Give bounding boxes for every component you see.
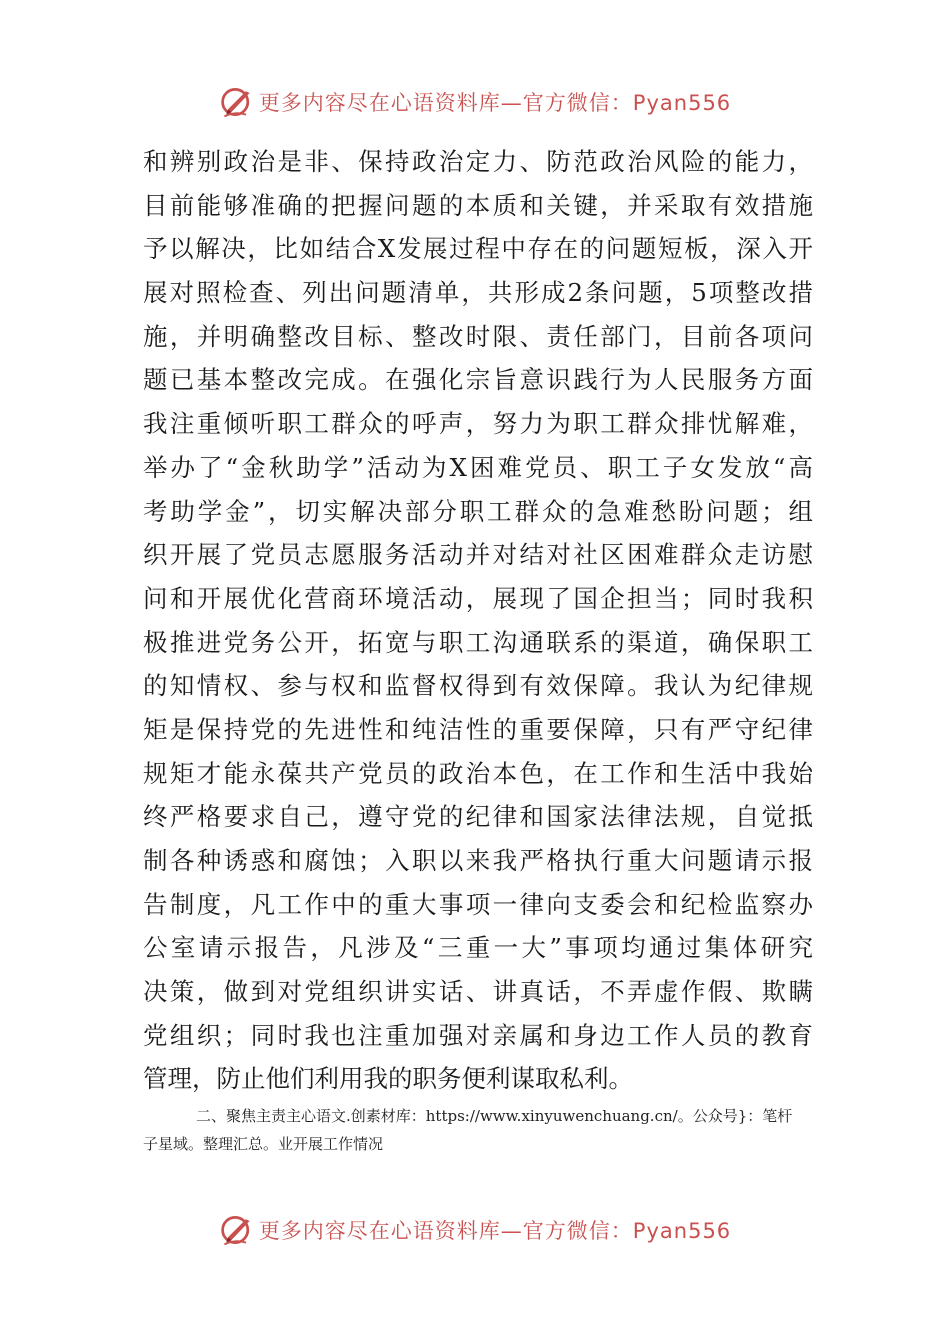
body-line: 问和开展优化营商环境活动，展现了国企担当；同时我积 bbox=[143, 583, 813, 613]
body-line: 决策，做到对党组织讲实话、讲真话，不弄虚作假、欺瞒 bbox=[143, 977, 813, 1007]
body-line: 考助学金”，切实解决部分职工群众的急难愁盼问题；组 bbox=[143, 496, 813, 526]
footer-banner-text: 更多内容尽在心语资料库—官方微信：Pyan556 bbox=[258, 1219, 732, 1243]
pen-logo-icon bbox=[219, 1212, 255, 1248]
section-heading bbox=[143, 1102, 813, 1158]
body-line: 目前能够准确的把握问题的本质和关键，并采取有效措施 bbox=[143, 190, 813, 220]
header-banner-text: 更多内容尽在心语资料库—官方微信：Pyan556 bbox=[258, 91, 732, 115]
body-line: 规矩才能永葆共产党员的政治本色，在工作和生活中我始 bbox=[143, 758, 813, 788]
body-line: 和辨别政治是非、保持政治定力、防范政治风险的能力， bbox=[143, 147, 813, 176]
pen-logo-icon bbox=[219, 84, 255, 120]
body-line: 予以解决，比如结合X发展过程中存在的问题短板，深入开 bbox=[143, 234, 813, 264]
body-line: 制各种诱惑和腐蚀；入职以来我严格执行重大问题请示报 bbox=[143, 846, 813, 875]
body-line: 公室请示报告，凡涉及“三重一大”事项均通过集体研究 bbox=[143, 933, 813, 963]
header-banner bbox=[0, 82, 950, 122]
body-line: 告制度，凡工作中的重大事项一律向支委会和纪检监察办 bbox=[143, 889, 813, 919]
body-line: 极推进党务公开，拓宽与职工沟通联系的渠道，确保职工 bbox=[143, 627, 813, 657]
section-heading-line: 子星域。整理汇总。业开展工作情况 bbox=[143, 1135, 384, 1153]
body-line: 终严格要求自己，遵守党的纪律和国家法律法规，自觉抵 bbox=[143, 802, 813, 832]
footer-banner bbox=[0, 1210, 950, 1250]
body-line: 题已基本整改完成。在强化宗旨意识践行为人民服务方面 bbox=[143, 365, 813, 395]
body-line: 举办了“金秋助学”活动为X困难党员、职工子女发放“高 bbox=[143, 452, 813, 482]
body-line: 展对照检查、列出问题清单，共形成2条问题，5项整改措 bbox=[143, 278, 813, 308]
body-line: 织开展了党员志愿服务活动并对结对社区困难群众走访慰 bbox=[143, 540, 813, 570]
body-line: 施，并明确整改目标、整改时限、责任部门，目前各项问 bbox=[143, 321, 813, 351]
body-line: 我注重倾听职工群众的呼声，努力为职工群众排忧解难， bbox=[143, 409, 813, 439]
body-line: 管理，防止他们利用我的职务便利谋取私利。 bbox=[143, 1064, 633, 1094]
body-line: 矩是保持党的先进性和纯洁性的重要保障，只有严守纪律 bbox=[143, 714, 813, 744]
document-body bbox=[143, 140, 813, 1101]
body-line: 党组织；同时我也注重加强对亲属和身边工作人员的教育 bbox=[143, 1020, 813, 1050]
section-heading-line: 二、聚焦主责主心语文.创素材库：https://www.xinyuwenchuang.cn/。公众号}：笔杆 bbox=[196, 1107, 793, 1125]
body-line: 的知情权、参与权和监督权得到有效保障。我认为纪律规 bbox=[143, 671, 813, 701]
